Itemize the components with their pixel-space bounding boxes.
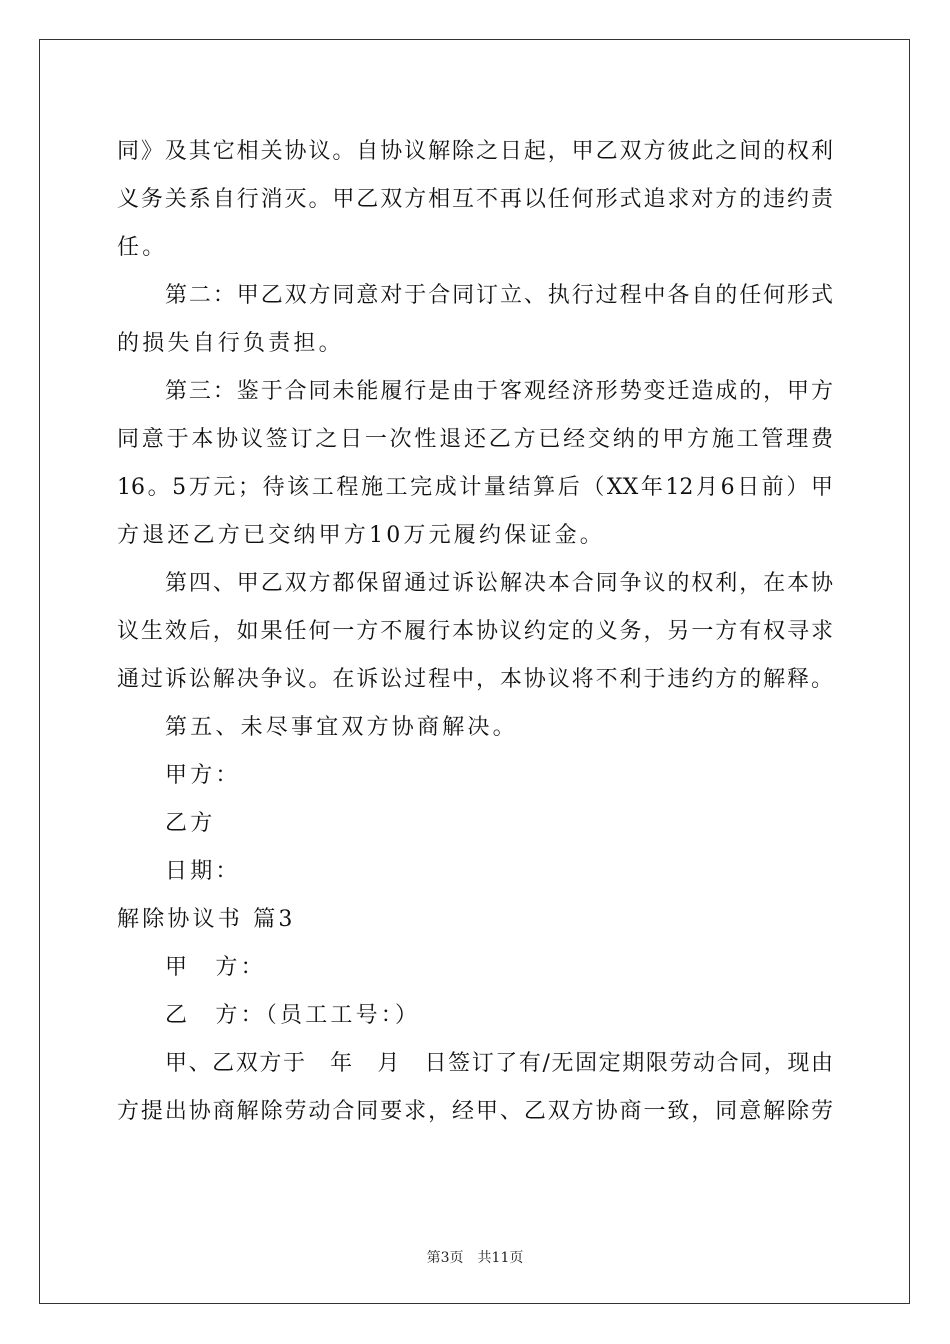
clause-2: 第二：甲乙双方同意对于合同订立、执行过程中各自的任何形式	[165, 283, 833, 308]
body-line: 议生效后，如果任何一方不履行本协议约定的义务，另一方有权寻求	[117, 619, 833, 644]
body-line: 的损失自行负责担。	[117, 331, 344, 356]
date-label: 日期：	[165, 859, 241, 884]
body-line: 义务关系自行消灭。甲乙双方相互不再以任何形式追求对方的违约责	[117, 187, 833, 212]
clause-4: 第四、甲乙双方都保留通过诉讼解决本合同争议的权利，在本协	[165, 571, 833, 596]
party-b-label: 乙方	[165, 811, 216, 836]
party-a-label: 甲方：	[165, 763, 241, 788]
clause-3: 第三：鉴于合同未能履行是由于客观经济形势变迁造成的，甲方	[165, 379, 833, 404]
page-footer: 第3页 共11页	[426, 1250, 524, 1266]
body-line: 方退还乙方已交纳甲方10万元履约保证金。	[117, 523, 605, 548]
body-line: 方提出协商解除劳动合同要求，经甲、乙双方协商一致，同意解除劳	[117, 1099, 833, 1124]
document-body	[117, 128, 833, 1136]
party-b-field: 乙 方：（员工工号：）	[165, 1003, 421, 1028]
agreement-paragraph: 甲、乙双方于 年 月 日签订了有/无固定期限劳动合同，现由	[165, 1051, 833, 1076]
body-line: 通过诉讼解决争议。在诉讼过程中，本协议将不利于违约方的解释。	[117, 667, 833, 692]
body-line: 任。	[117, 235, 168, 260]
section-heading: 解除协议书 篇3	[117, 907, 296, 932]
party-a-field: 甲 方：	[165, 955, 266, 980]
body-line: 16。5万元；待该工程施工完成计量结算后（XX年12月6日前）甲	[117, 475, 833, 500]
body-line: 同》及其它相关协议。自协议解除之日起，甲乙双方彼此之间的权利	[117, 139, 833, 164]
body-line: 同意于本协议签订之日一次性退还乙方已经交纳的甲方施工管理费	[117, 427, 833, 452]
clause-5: 第五、未尽事宜双方协商解决。	[165, 715, 518, 740]
